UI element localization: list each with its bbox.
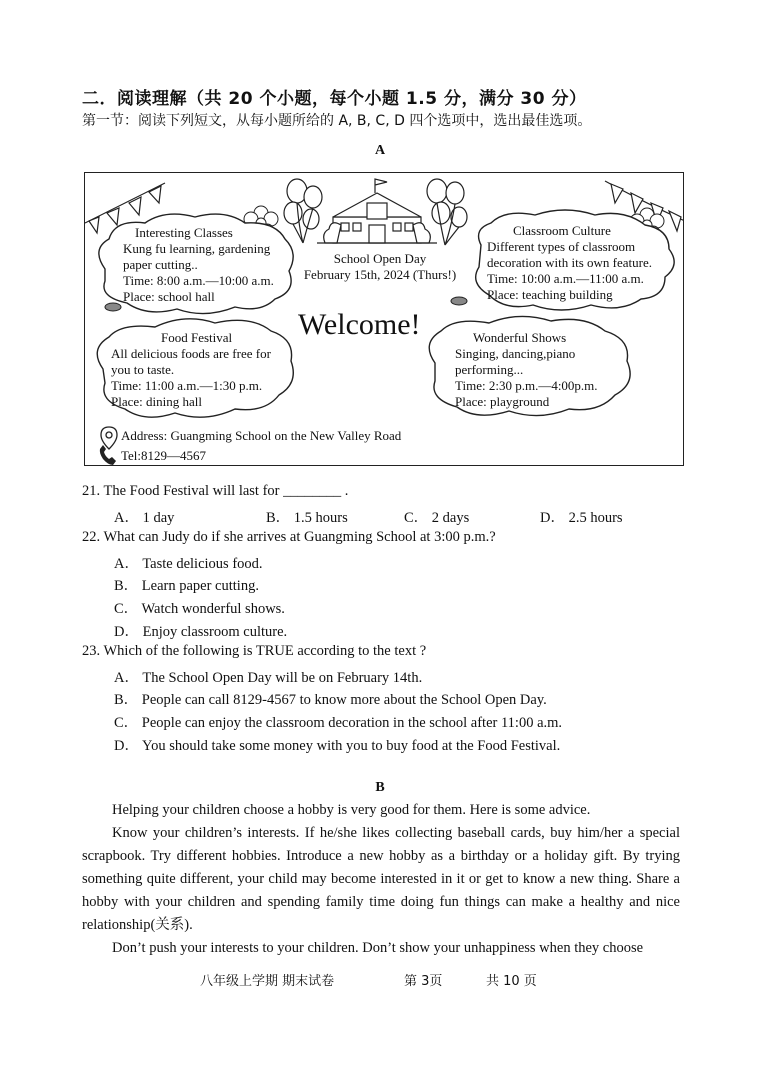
section-instruction: 第一节：阅读下列短文，从每小题所给的 A, B, C, D 四个选项中，选出最佳选项。 — [82, 113, 592, 129]
q21-option-d: D． 2.5 hours — [540, 510, 623, 526]
classroom-line: decoration with its own feature. — [487, 255, 652, 270]
q22-option-a: A． Taste delicious food. — [114, 556, 263, 572]
shows-line: performing... — [455, 362, 524, 377]
food-line: All delicious foods are free for — [111, 346, 271, 361]
passage-b-paragraph: Know your children’s interests. If he/she likes collecting baseball cards, buy him/her a special scrapbook. Try different hobbies. Introduce a new hobby as a birthday or a holiday gift. By trying something quite different, your child may become interested in it or get to know a new thing. Share a hobby with your children and spending family time doing fun things can make a healthy and nice relationship(关系). — [82, 825, 680, 933]
q23-option-c: C． People can enjoy the classroom decoration in the school after 11:00 a.m. — [114, 715, 563, 731]
open-day-title: School Open Day — [333, 251, 427, 266]
bubble-dot-right — [451, 297, 467, 305]
section-heading: 二．阅读理解（共 20 个小题，每个小题 1.5 分，满分 30 分） — [82, 89, 587, 109]
bubble-dot-left — [105, 303, 121, 311]
q23-option-d: D． You should take some money with you to buy food at the Food Festival. — [114, 738, 561, 754]
question-23-stem: 23. Which of the following is TRUE according to the text ? — [82, 643, 427, 659]
q21-option-a: A． 1 day — [114, 510, 175, 526]
balloons-left-icon — [284, 179, 322, 243]
shows-line: Singing, dancing,piano — [455, 346, 576, 361]
q23-option-a: A． The School Open Day will be on February 14th. — [114, 670, 423, 686]
school-building-icon — [317, 179, 437, 243]
question-22-stem: 22. What can Judy do if she arrives at Guangming School at 3:00 p.m.? — [82, 529, 496, 545]
shows-line: Time: 2:30 p.m.—4:00p.m. — [455, 378, 598, 393]
passage-b-paragraph: Don’t push your interests to your children. Don’t show your unhappiness when they choose — [112, 940, 644, 956]
interesting-classes-title: Interesting Classes — [135, 225, 233, 240]
food-line: Time: 11:00 a.m.—1:30 p.m. — [111, 378, 263, 393]
food-festival-title: Food Festival — [161, 330, 233, 345]
wonderful-shows-block — [455, 330, 598, 410]
food-line: Place: dining hall — [111, 394, 202, 409]
poster-tel: Tel:8129—4567 — [121, 448, 207, 463]
q22-option-c: C． Watch wonderful shows. — [114, 601, 285, 617]
open-day-center-text — [291, 251, 469, 283]
q21-option-c: C． 2 days — [404, 510, 470, 526]
interesting-line: Kung fu learning, gardening — [123, 241, 271, 256]
welcome-text: Welcome! — [298, 308, 421, 341]
wonderful-shows-title: Wonderful Shows — [473, 330, 567, 345]
interesting-line: Time: 8:00 a.m.—10:00 a.m. — [123, 273, 274, 288]
passage-b-label: B — [375, 780, 385, 795]
interesting-line: Place: school hall — [123, 289, 215, 304]
shows-line: Place: playground — [455, 394, 550, 409]
passage-b-text — [82, 799, 680, 960]
question-21-stem: 21. The Food Festival will last for ________ . — [82, 483, 349, 499]
open-day-poster — [84, 172, 684, 466]
q22-option-d: D． Enjoy classroom culture. — [114, 624, 288, 640]
interesting-classes-block — [123, 225, 274, 305]
poster-address: Address: Guangming School on the New Valley Road — [121, 428, 402, 443]
q22-option-b: B． Learn paper cutting. — [114, 578, 259, 594]
classroom-line: Different types of classroom — [487, 239, 636, 254]
classroom-culture-block — [487, 223, 652, 303]
footer-course: 八年级上学期 期末试卷 — [200, 974, 335, 989]
q21-option-b: B． 1.5 hours — [266, 510, 348, 526]
classroom-line: Place: teaching building — [487, 287, 613, 302]
footer-page: 第 3页 — [404, 974, 443, 989]
footer-total: 共 10 页 — [486, 974, 537, 989]
open-day-date: February 15th, 2024 (Thurs!) — [303, 267, 457, 282]
passage-a-label: A — [374, 143, 386, 158]
classroom-culture-title: Classroom Culture — [513, 223, 611, 238]
food-festival-block — [111, 330, 271, 410]
interesting-line: paper cutting.. — [123, 257, 198, 272]
classroom-line: Time: 10:00 a.m.—11:00 a.m. — [487, 271, 644, 286]
food-line: you to taste. — [111, 362, 175, 377]
q23-option-b: B． People can call 8129-4567 to know more about the School Open Day. — [114, 692, 547, 708]
passage-b-paragraph: Helping your children choose a hobby is very good for them. Here is some advice. — [112, 802, 591, 818]
balloons-right-icon — [427, 179, 467, 245]
